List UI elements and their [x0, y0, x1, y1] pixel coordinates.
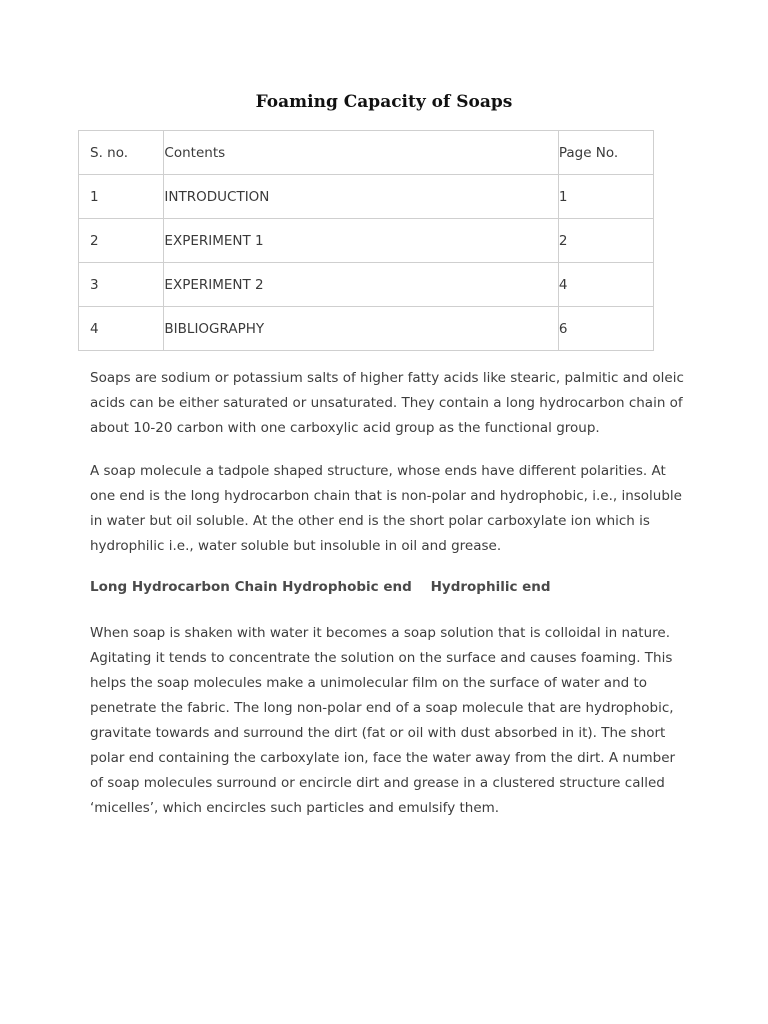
- document-title: Foaming Capacity of Soaps: [255, 92, 513, 112]
- cell-serial-number: 2: [79, 219, 164, 263]
- cell-serial-number: 4: [79, 307, 164, 351]
- cell-contents: EXPERIMENT 2: [164, 263, 558, 307]
- cell-page-number: 6: [558, 307, 653, 351]
- structure-paragraph: A soap molecule a tadpole shaped structure, whose ends have different polarities. At one end is the long hydrocarbon chain that is non-polar and hydrophobic, i.e., insoluble in water but oil soluble. At the other end is the short polar carboxylate ion which is hydrophilic i.e., water soluble but insoluble in oil and grease.: [90, 463, 682, 554]
- intro-paragraph: Soaps are sodium or potassium salts of higher fatty acids like stearic, palmitic and oleic acids can be either saturated or unsaturated. They contain a long hydrocarbon chain of about 10-20 carbon with one carboxylic acid group as the functional group.: [90, 370, 684, 436]
- molecule-diagram-label: Long Hydrocarbon Chain Hydrophobic end Hydrophilic end: [90, 579, 551, 595]
- cell-contents: BIBLIOGRAPHY: [164, 307, 558, 351]
- micelle-paragraph: When soap is shaken with water it becomes a soap solution that is colloidal in nature. Agitating it tends to concentrate the solution on the surface and causes foaming. This helps the soap molecules make a unimolecular film on the surface of water and to penetrate the fabric. The long non-polar end of a soap molecule that are hydrophobic, gravitate towards and surround the dirt (fat or oil with dust absorbed in it). The short polar end containing the carboxylate ion, face the water away from the dirt. A number of soap molecules surround or encircle dirt and grease in a clustered structure called ‘micelles’, which encircles such particles and emulsify them.: [90, 625, 676, 816]
- contents-table: [78, 130, 654, 351]
- header-serial-number: S. no.: [79, 131, 164, 175]
- cell-page-number: 4: [558, 263, 653, 307]
- cell-page-number: 2: [558, 219, 653, 263]
- table-row: [79, 307, 654, 351]
- cell-page-number: 1: [558, 175, 653, 219]
- table-header-row: [79, 131, 654, 175]
- cell-serial-number: 3: [79, 263, 164, 307]
- cell-serial-number: 1: [79, 175, 164, 219]
- table-row: [79, 175, 654, 219]
- table-row: [79, 263, 654, 307]
- cell-contents: EXPERIMENT 1: [164, 219, 558, 263]
- table-row: [79, 219, 654, 263]
- cell-contents: INTRODUCTION: [164, 175, 558, 219]
- header-page-number: Page No.: [558, 131, 653, 175]
- header-contents: Contents: [164, 131, 558, 175]
